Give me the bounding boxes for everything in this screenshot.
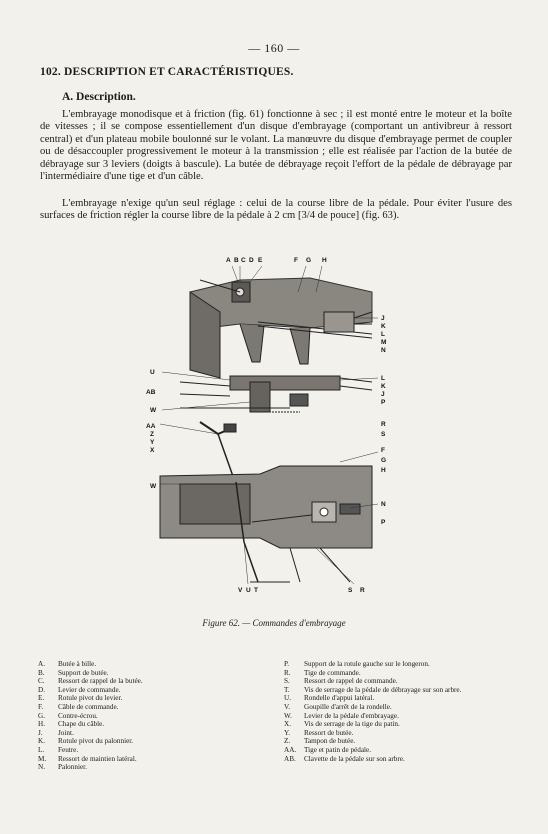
legend-key: W. [284,711,292,720]
legend-item [38,755,258,764]
label-left-X: X [150,447,155,454]
legend-text: Tige de commande. [304,668,361,677]
legend-text: Vis de serrage de la pédale de débrayage sur son arbre. [304,685,462,694]
label-right-K2: K [381,383,386,390]
label-right-P2: P [381,519,386,526]
legend-item [284,737,524,746]
legend-key: P. [284,660,289,668]
legend-item [38,737,258,746]
label-top-A: A [226,257,231,264]
legend-right-column [284,660,524,763]
section-heading [40,66,294,78]
legend-item [38,712,258,721]
label-right-S: S [381,431,386,438]
legend-item [284,746,524,755]
legend-text: Support de la rotule gauche sur le longeron. [304,660,430,668]
legend-text: Ressort de rappel de commande. [304,677,398,686]
legend-item [284,677,524,686]
legend-text: Rotule pivot du palonnier. [58,737,134,746]
label-bottom-U: U [246,587,251,594]
legend-text: Ressort de maintien latéral. [58,754,137,763]
legend-key: X. [284,720,291,729]
legend-text: Clavette de la pédale sur son arbre. [304,754,405,763]
legend-text: Butée à bille. [58,660,97,668]
legend-key: AA. [284,745,297,754]
legend-key: T. [284,685,290,694]
legend-item [284,755,524,764]
label-bottom-V: V [238,587,243,594]
label-left-W: W [150,407,157,414]
label-right-K: K [381,323,386,330]
legend-key: E. [38,694,45,703]
label-bottom-S: S [348,587,353,594]
legend-text: Tampon de butée. [304,737,356,746]
legend-item [284,694,524,703]
label-right-M: M [381,339,387,346]
label-right-G2: G [381,457,387,464]
legend-key: D. [38,685,45,694]
legend-text: Feutre. [58,745,79,754]
legend-left-column [38,660,258,772]
label-right-J: J [381,315,385,322]
legend-key: K. [38,737,45,746]
page-number: — 160 — [248,41,300,55]
legend-item [284,703,524,712]
legend-key: G. [38,711,45,720]
legend-key: Z. [284,737,291,746]
label-left-AB: AB [146,389,156,396]
label-bottom-R: R [360,587,365,594]
legend-text: Joint. [58,728,74,737]
legend-item [38,686,258,695]
legend-text: Câble de commande. [58,702,119,711]
lower-view-drawing [160,422,372,582]
legend-text: Levier de commande. [58,685,121,694]
label-top-H: H [322,257,327,264]
legend-key: AB. [284,754,296,763]
clutch-controls-figure [140,252,402,600]
legend-text: Goupille d'arrêt de la rondelle. [304,702,392,711]
legend-item [284,660,524,669]
legend-key: B. [38,668,45,677]
legend-item [38,677,258,686]
legend-key: V. [284,702,291,711]
label-left-Y: Y [150,439,155,446]
legend-item [38,746,258,755]
legend-key: Y. [284,728,291,737]
label-top-C: C [241,257,246,264]
label-right-J2: J [381,391,385,398]
label-left-U: U [150,369,155,376]
label-top-G: G [306,257,312,264]
legend-text: Rondelle d'appui latéral. [304,694,375,703]
label-top-F: F [294,257,298,264]
label-left-Z: Z [150,431,154,438]
label-right-H2: H [381,467,386,474]
section-title: DESCRIPTION ET CARACTÉRISTIQUES. [64,66,294,78]
legend-key: C. [38,677,45,686]
label-top-B: B [234,257,239,264]
label-right-R: R [381,421,386,428]
legend-item [284,720,524,729]
legend-key: M. [38,754,47,763]
label-right-P: P [381,399,386,406]
legend-item [38,694,258,703]
legend-key: N. [38,763,45,772]
label-left-AA: AA [146,423,156,430]
label-right-N: N [381,347,386,354]
subsection-heading: A. Description. [62,91,136,103]
legend-text: Levier de la pédale d'embrayage. [304,711,399,720]
legend-text: Tige et patin de pédale. [304,745,371,754]
legend-text: Contre-écrou. [58,711,98,720]
legend-key: A. [38,660,45,668]
label-left-W2: W [150,483,157,490]
legend-key: S. [284,677,290,686]
legend-item [38,669,258,678]
label-right-L2: L [381,375,385,382]
section-number: 102. [40,66,61,78]
legend-text: Support de butée. [58,668,109,677]
paragraph-adjustment: L'embrayage n'exige qu'un seul réglage : celui de la course libre de la pédale. Pour éviter l'usure des surfaces de friction régler la course libre de la pédale à 2 cm [3/4 de pouce] (fig. 63). [40,198,512,222]
legend-item [38,703,258,712]
label-right-F2: F [381,447,385,454]
legend-text: Ressort de rappel de la butée. [58,677,143,686]
legend-text: Palonnier. [58,763,87,772]
label-top-D: D [249,257,254,264]
legend-item [38,720,258,729]
legend-item [38,660,258,669]
legend-item [38,729,258,738]
label-right-L: L [381,331,385,338]
label-bottom-T: T [254,587,258,594]
legend-key: J. [38,728,43,737]
legend-item [284,712,524,721]
label-top-E: E [258,257,263,264]
legend-text: Vis de serrage de la tige du patin. [304,720,400,729]
legend-text: Chape du câble. [58,720,105,729]
legend-item [284,686,524,695]
legend-item [284,669,524,678]
label-right-N2: N [381,501,386,508]
legend-key: H. [38,720,45,729]
legend-key: L. [38,745,45,754]
legend-key: F. [38,702,44,711]
middle-view-drawing [180,376,372,412]
paragraph-description: L'embrayage monodisque et à friction (fig. 61) fonctionne à sec ; il est monté entre le moteur et la boîte de vitesses ; il se compose essentiellement d'un disque d'embrayage (comportant un antivibreur à ressort central) et d'un plateau mobile boulonné sur le volant. La manœuvre du disque d'embrayage permet de coupler ou de désaccoupler progressivement le moteur à la transmission ; elle est réalisée par l'action de la butée de débrayage sur 3 leviers (doigts à bascule). La butée de débrayage reçoit l'effort de la pédale de débrayage par l'intermédiaire d'une tige et d'un câble. [40,109,512,183]
legend-item [284,729,524,738]
legend-text: Rotule pivot du levier. [58,694,123,703]
legend-text: Ressort de butée. [304,728,354,737]
upper-view-drawing [190,278,372,378]
legend-key: R. [284,668,291,677]
legend-key: U. [284,694,291,703]
legend-item [38,763,258,772]
figure-caption: Figure 62. — Commandes d'embrayage [202,618,346,628]
